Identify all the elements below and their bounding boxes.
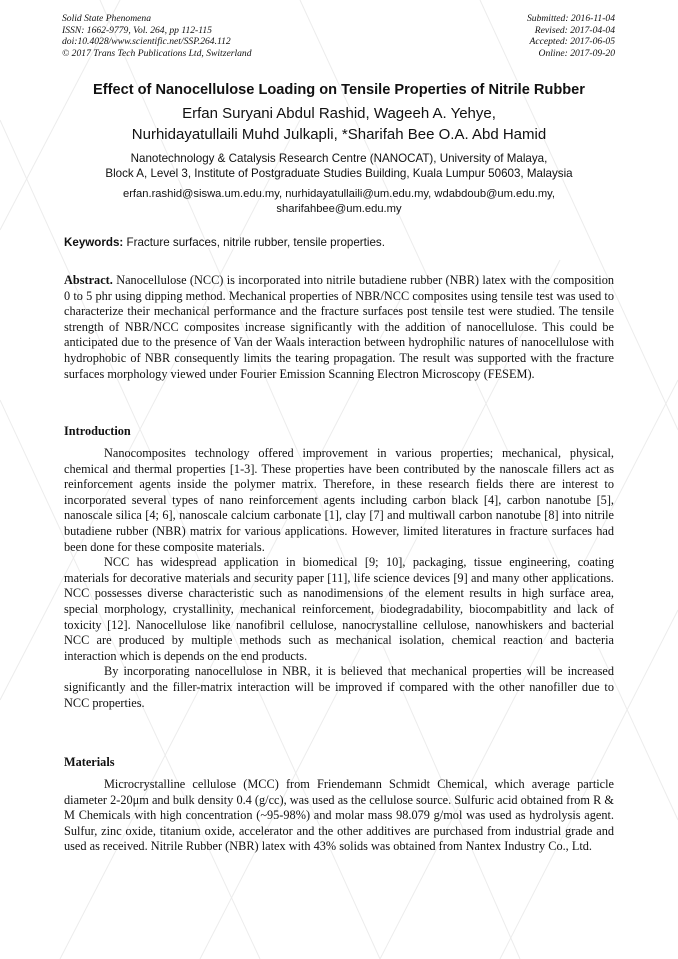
keywords-label: Keywords: — [64, 236, 124, 249]
authors-line-1: Erfan Suryani Abdul Rashid, Wageeh A. Yehye, — [182, 105, 496, 122]
authors-line-2: Nurhidayatullaili Muhd Julkapli, *Sharifah Bee O.A. Abd Hamid — [131, 126, 547, 143]
accepted-date: Accepted: 2017-06-05 — [529, 36, 615, 48]
introduction-body — [64, 446, 614, 711]
revised-date: Revised: 2017-04-04 — [534, 24, 615, 36]
dates-meta — [527, 13, 615, 59]
affiliation-line-1: Nanotechnology & Catalysis Research Centre (NANOCAT), University of Malaya, — [130, 152, 548, 165]
abstract — [64, 273, 614, 382]
author-list — [40, 103, 638, 145]
emails-line-2: sharifahbee@um.edu.my — [276, 203, 402, 215]
keywords-text: Fracture surfaces, nitrile rubber, tensile properties. — [126, 236, 385, 249]
materials-heading: Materials — [64, 755, 115, 769]
intro-paragraph-2: NCC has widespread application in biomedical [9; 10], packaging, tissue engineering, coating materials for decorative materials and security paper [11], life science devices [9] and many other applications. NCC possesses diverse characteristic such as nanodimensions of the element results in high surface area, special morphology, crystallinity, mechanical reinforcement, biodegradability, biocompabitlity and lack of toxicity [12]. Nanocellulose like nanofibril cellulose, nanocrystalline cellulose, nanowhiskers and bacterial NCC are produced by multiple methods such as mechanical isolation, chemical reaction and bacteria interaction which is depends on the end products. — [64, 555, 614, 663]
submitted-date: Submitted: 2016-11-04 — [526, 13, 615, 24]
copyright-line: © 2017 Trans Tech Publications Ltd, Switzerland — [62, 47, 252, 59]
materials-body — [64, 777, 614, 855]
doi-line: doi:10.4028/www.scientific.net/SSP.264.112 — [62, 36, 231, 48]
paper-title: Effect of Nanocellulose Loading on Tensile Properties of Nitrile Rubber — [93, 82, 585, 98]
abstract-text: Nanocellulose (NCC) is incorporated into nitrile butadiene rubber (NBR) latex with the composition 0 to 5 phr using dipping method. Mechanical properties of NBR/NCC composites using tensile test was used to characterize their mechanical performance and the fracture surfaces post tensile test were studied. The tensile strength of NBR/NCC composites increase significantly with the addition of nanocellulose. This could be anticipated due to the presence of Van der Waals interaction between hydrophilic natures of nanocellulose with hydrophobic of NBR consequently limits the tearing propagation. The result was supported with the fracture surfaces morphology viewed under Fourier Emission Scanning Electron Microscopy (FESEM). — [64, 273, 614, 381]
intro-paragraph-1: Nanocomposites technology offered improvement in various properties; mechanical, physical, chemical and thermal properties [1-3]. These properties have been contributed by the nanoscale fillers act as reinforcement agents inside the polymer matrix. Therefore, in these research fields there are interest to incorporated several types of nano reinforcement agents including carbon black [4], carbon nanotube [5], nanoscale silica [4; 6], nanoscale calcium carbonate [1], clay [7] and multiwall carbon nanotube [8] into nitrile butadiene rubber (NBR) matrix for various applications. However, limited literatures in fracture surfaces had been done for these composite materials. — [64, 446, 614, 554]
materials-paragraph-1: Microcrystalline cellulose (MCC) from Friendemann Schmidt Chemical, which average particle diameter 2-20μm and bulk density 0.4 (g/cc), was used as the cellulose source. Sulfuric acid obtained from R & M Chemicals with high concentration (~95-98%) and molar mass 98.079 g/mol was used as hydrolysis agent. Sulfur, zinc oxide, titanium oxide, accelerator and the other additives are purchased from industrial grade and used as received. Nitrile Rubber (NBR) latex with 43% solids was obtained from Nantex Industry Co., Ltd. — [64, 777, 614, 854]
issn-line: ISSN: 1662-9779, Vol. 264, pp 112-115 — [62, 24, 212, 36]
keywords — [64, 236, 616, 249]
online-date: Online: 2017-09-20 — [538, 47, 615, 59]
emails-line-1: erfan.rashid@siswa.um.edu.my, nurhidayatullaili@um.edu.my, wdabdoub@um.edu.my, — [122, 188, 556, 200]
author-emails — [40, 187, 638, 217]
affiliation-line-2: Block A, Level 3, Institute of Postgraduate Studies Building, Kuala Lumpur 50603, Malaysia — [105, 167, 573, 180]
journal-name: Solid State Phenomena — [62, 13, 151, 24]
introduction-heading: Introduction — [64, 424, 131, 438]
abstract-label: Abstract. — [64, 273, 113, 287]
affiliation — [40, 151, 638, 181]
journal-meta — [62, 13, 252, 59]
intro-paragraph-3: By incorporating nanocellulose in NBR, it is believed that mechanical properties will be increased significantly and the filler-matrix interaction will be improved if compared with the other nanofiller due to NCC properties. — [64, 664, 614, 710]
